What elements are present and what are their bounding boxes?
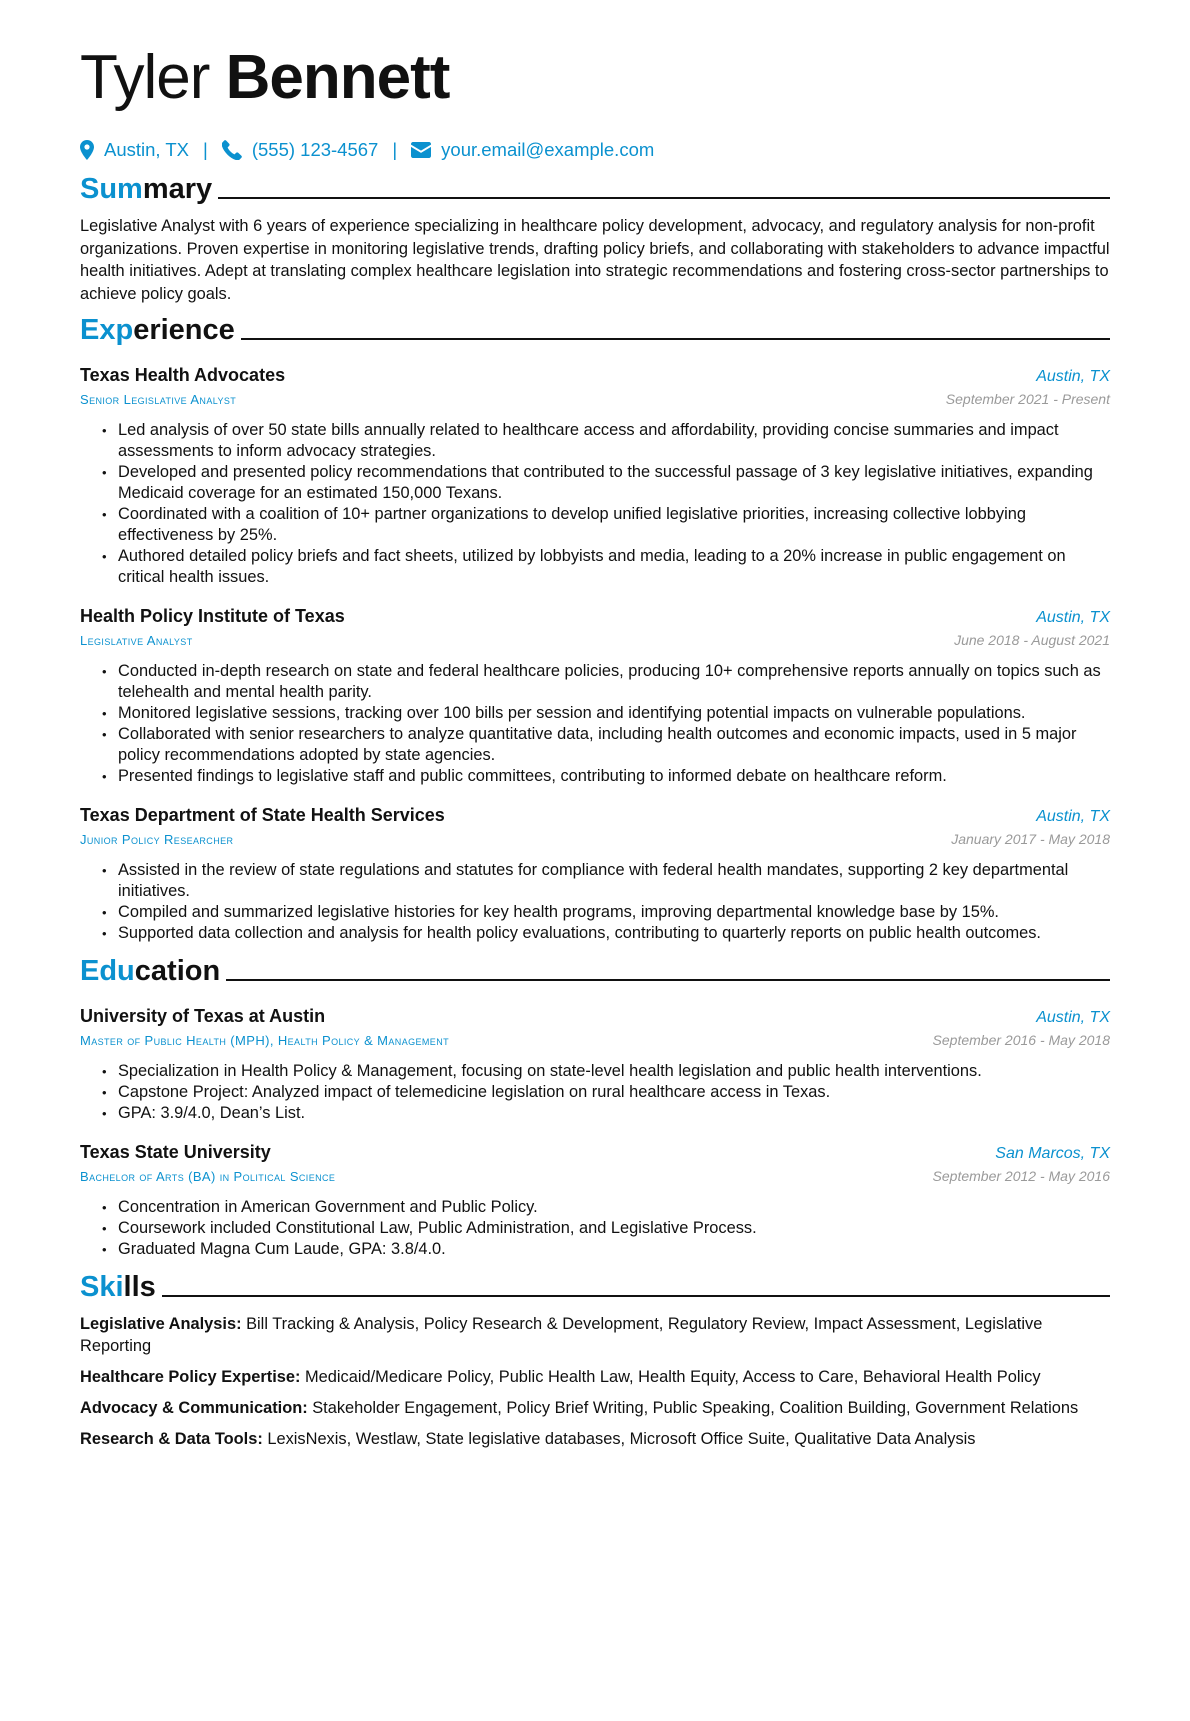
skills-text: Bill Tracking & Analysis, Policy Research & Development, Regulatory Review, Impact Assessment, Legislative Reporting xyxy=(80,1315,1043,1355)
entry-role: Junior Policy Researcher xyxy=(80,832,234,847)
bullet-item: • Developed and presented policy recommendations that contributed to the successful passage of 3 key legislative initiatives, expanding Medicaid coverage for an estimated 150,000 Texans. xyxy=(102,462,1110,504)
bullet-item: • GPA: 3.9/4.0, Dean’s List. xyxy=(102,1103,1110,1124)
bullet-item: • Specialization in Health Policy & Management, focusing on state-level health legislation and public health interventions. xyxy=(102,1061,1110,1082)
entry-location: San Marcos, TX xyxy=(995,1145,1110,1162)
entry-location: Austin, TX xyxy=(1036,808,1110,825)
section-title: Education xyxy=(80,955,221,987)
experience-list xyxy=(80,363,1110,944)
section-title: Summary xyxy=(80,173,213,205)
skills-line xyxy=(80,1428,1110,1450)
contact-email[interactable] xyxy=(411,139,654,161)
entry-dates: September 2012 - May 2016 xyxy=(932,1168,1110,1184)
section-experience-heading xyxy=(80,313,1110,347)
entry xyxy=(80,604,1110,787)
candidate-name xyxy=(80,38,1110,118)
entry-subheader xyxy=(80,829,1110,850)
skills-label: Advocacy & Communication: xyxy=(80,1399,308,1417)
skills-text: Stakeholder Engagement, Policy Brief Writing, Public Speaking, Coalition Building, Government Relations xyxy=(312,1399,1079,1417)
contact-line xyxy=(80,136,1110,164)
entry-role: Master of Public Health (MPH), Health Policy & Management xyxy=(80,1033,450,1048)
bullet-item: • Conducted in-depth research on state and federal healthcare policies, producing 10+ comprehensive reports annually on topics such as telehealth and mental health parity. xyxy=(102,661,1110,703)
skills-text: Medicaid/Medicare Policy, Public Health Law, Health Equity, Access to Care, Behavioral Health Policy xyxy=(305,1368,1041,1386)
bullet-item: • Assisted in the review of state regulations and statutes for compliance with federal health mandates, supporting 2 key departmental initiatives. xyxy=(102,860,1110,902)
bullet-item: • Concentration in American Government and Public Policy. xyxy=(102,1197,1110,1218)
bullet-item: • Monitored legislative sessions, tracking over 100 bills per session and identifying potential impacts on vulnerable populations. xyxy=(102,703,1110,724)
entry-dates: January 2017 - May 2018 xyxy=(951,831,1110,847)
bullet-item: • Compiled and summarized legislative histories for key health programs, improving departmental knowledge base by 15%. xyxy=(102,902,1110,923)
entry-header xyxy=(80,1004,1110,1030)
entry-organization: Health Policy Institute of Texas xyxy=(80,606,345,626)
bullet-item: • Collaborated with senior researchers to analyze quantitative data, including health outcomes and economic impacts, used in 5 major policy recommendations adopted by state agencies. xyxy=(102,724,1110,766)
location-text: Austin, TX xyxy=(104,139,190,160)
contact-phone[interactable] xyxy=(222,139,379,161)
entry-bullets xyxy=(80,420,1110,588)
section-rule xyxy=(218,197,1110,199)
skills-line xyxy=(80,1313,1110,1357)
entry-dates: June 2018 - August 2021 xyxy=(954,632,1110,648)
section-title: Experience xyxy=(80,314,235,346)
entry xyxy=(80,1140,1110,1260)
contact-separator: | xyxy=(392,139,398,160)
entry-bullets xyxy=(80,860,1110,944)
entry-subheader xyxy=(80,1166,1110,1187)
education-list xyxy=(80,1004,1110,1260)
section-rule xyxy=(162,1295,1110,1297)
entry-subheader xyxy=(80,389,1110,410)
section-summary-heading xyxy=(80,172,1110,206)
entry-header xyxy=(80,363,1110,389)
resume-page xyxy=(0,38,1190,1721)
skills-line xyxy=(80,1366,1110,1388)
contact-separator: | xyxy=(203,139,208,160)
section-rule xyxy=(226,979,1110,981)
entry-bullets xyxy=(80,1197,1110,1260)
skills-label: Research & Data Tools: xyxy=(80,1430,263,1448)
bullet-item: • Coordinated with a coalition of 10+ partner organizations to develop unified legislative priorities, increasing collective lobbying effectiveness by 25%. xyxy=(102,504,1110,546)
skills-text: LexisNexis, Westlaw, State legislative databases, Microsoft Office Suite, Qualitative Data Analysis xyxy=(267,1430,976,1448)
entry xyxy=(80,803,1110,944)
section-skills-heading xyxy=(80,1270,1110,1304)
bullet-item: • Presented findings to legislative staff and public committees, contributing to informed debate on healthcare reform. xyxy=(102,766,1110,787)
phone-icon xyxy=(222,140,242,160)
section-education-heading xyxy=(80,954,1110,988)
bullet-item: • Coursework included Constitutional Law, Public Administration, and Legislative Process. xyxy=(102,1218,1110,1239)
entry-subheader xyxy=(80,1030,1110,1051)
entry-organization: University of Texas at Austin xyxy=(80,1006,326,1026)
entry-header xyxy=(80,1140,1110,1166)
email-text: your.email@example.com xyxy=(441,139,655,160)
entry-dates: September 2021 - Present xyxy=(945,391,1110,407)
entry-role: Bachelor of Arts (BA) in Political Science xyxy=(80,1169,336,1184)
bullet-item: • Authored detailed policy briefs and fact sheets, utilized by lobbyists and media, leading to a 20% increase in public engagement on critical health issues. xyxy=(102,546,1110,588)
entry-location: Austin, TX xyxy=(1036,1009,1110,1026)
entry-role: Legislative Analyst xyxy=(80,633,193,648)
entry-header xyxy=(80,604,1110,630)
last-name: Bennett xyxy=(225,43,450,112)
skills-list xyxy=(80,1313,1110,1450)
contact-location xyxy=(80,139,189,161)
envelope-icon xyxy=(411,142,431,158)
entry-bullets xyxy=(80,661,1110,787)
entry xyxy=(80,363,1110,588)
entry-location: Austin, TX xyxy=(1036,368,1110,385)
phone-text: (555) 123-4567 xyxy=(251,139,379,160)
bullet-item: • Supported data collection and analysis for health policy evaluations, contributing to quarterly reports on public health outcomes. xyxy=(102,923,1110,944)
bullet-item: • Capstone Project: Analyzed impact of telemedicine legislation on rural healthcare access in Texas. xyxy=(102,1082,1110,1103)
first-name: Tyler xyxy=(80,43,210,112)
skills-label: Legislative Analysis: xyxy=(80,1315,242,1333)
map-pin-icon xyxy=(80,140,94,160)
entry-subheader xyxy=(80,630,1110,651)
bullet-item: • Graduated Magna Cum Laude, GPA: 3.8/4.0. xyxy=(102,1239,1110,1260)
summary-text: Legislative Analyst with 6 years of experience specializing in healthcare policy development, advocacy, and regulatory analysis for non-profit organizations. Proven expertise in monitoring legislative trends, drafting policy briefs, and collaborating with stakeholders to advance impactful health initiatives. Adept at translating complex healthcare legislation into strategic recommendations and fostering cross-sector partnerships to achieve policy goals. xyxy=(80,217,1110,303)
entry-organization: Texas Department of State Health Services xyxy=(80,805,445,825)
skills-line xyxy=(80,1397,1110,1419)
bullet-item: • Led analysis of over 50 state bills annually related to healthcare access and affordability, providing concise summaries and impact assessments to inform advocacy strategies. xyxy=(102,420,1110,462)
section-rule xyxy=(241,338,1110,340)
entry-dates: September 2016 - May 2018 xyxy=(932,1032,1110,1048)
entry-header xyxy=(80,803,1110,829)
entry-bullets xyxy=(80,1061,1110,1124)
entry-organization: Texas State University xyxy=(80,1142,271,1162)
skills-label: Healthcare Policy Expertise: xyxy=(80,1368,301,1386)
section-title: Skills xyxy=(80,1271,156,1303)
entry-role: Senior Legislative Analyst xyxy=(80,392,237,407)
entry-location: Austin, TX xyxy=(1036,609,1110,626)
entry xyxy=(80,1004,1110,1124)
entry-organization: Texas Health Advocates xyxy=(80,365,286,385)
